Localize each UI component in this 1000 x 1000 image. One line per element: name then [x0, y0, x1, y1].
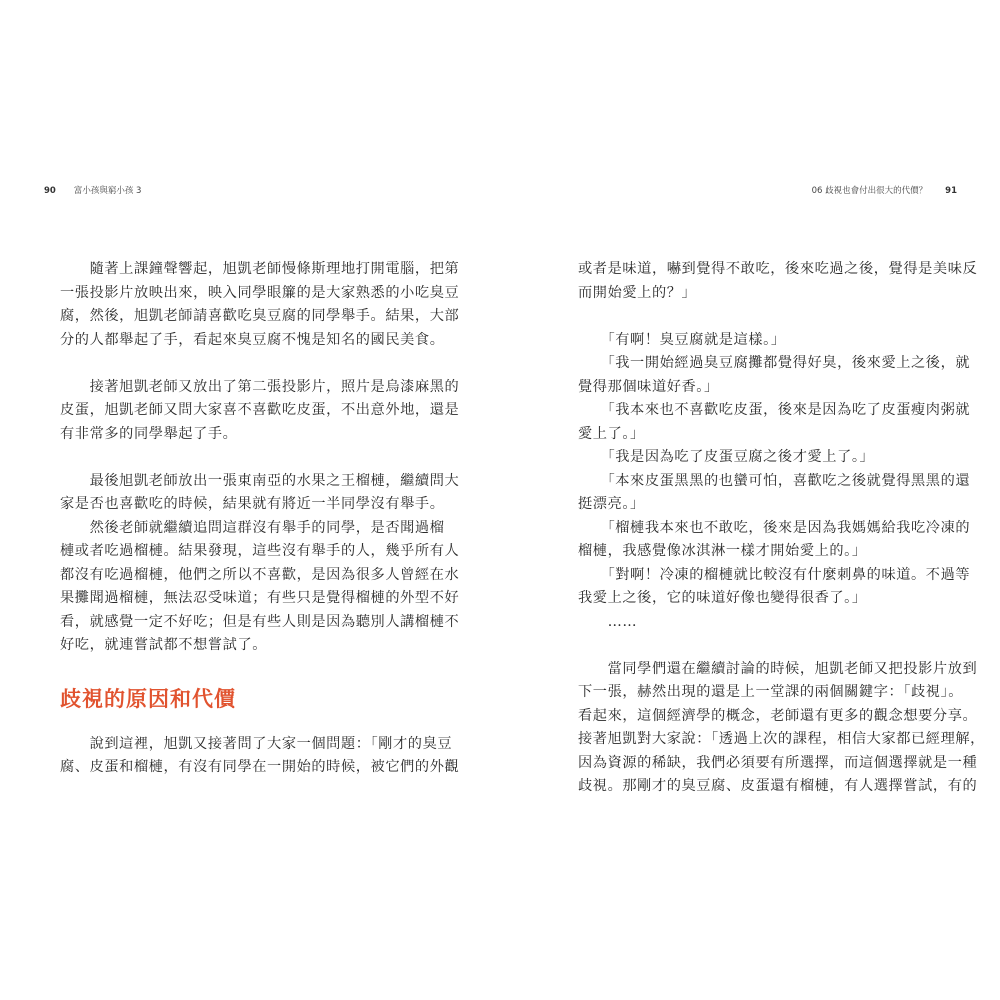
paragraph [60, 376, 460, 447]
text-line: 覺得那個味道好香。」 [578, 378, 719, 395]
section-heading: 歧視的原因和代價 [60, 686, 236, 711]
text-line: 一張投影片放映出來，映入同學眼簾的是大家熟悉的小吃臭豆 [60, 284, 460, 301]
text-line: 挺漂亮。」 [578, 496, 645, 512]
text-line: 然後老師就繼續追問這群沒有舉手的同學，是否聞過榴 [60, 519, 445, 536]
text-line: 「我一開始經過臭豆腐攤都覺得好臭，後來愛上之後，就 [578, 355, 971, 371]
paragraph [60, 733, 460, 780]
text-line: 都沒有吃過榴槤，他們之所以不喜歡，是因為很多人曾經在水 [60, 566, 460, 583]
text-line: 或者是味道，嚇到覺得不敢吃，後來吃過之後，覺得是美味反 [578, 261, 978, 277]
text-line: 看起來，這個經濟學的概念，老師還有更多的觀念想要分享。 [578, 707, 978, 724]
paragraph [578, 258, 978, 305]
text-line: 因為資源的稀缺，我們必須要有所選擇，而這個選擇就是一種 [578, 754, 978, 771]
chapter-title: 06 歧視也會付出很大的代價？ [811, 186, 928, 196]
text-line: 槤或者吃過榴槤。結果發現，這些沒有舉手的人，幾乎所有人 [60, 543, 460, 559]
left-page-number: 90 [44, 186, 56, 196]
text-line: 當同學們還在繼續討論的時候，旭凱老師又把投影片放到 [578, 660, 978, 677]
left-page-header [44, 184, 141, 196]
text-line: 腐，然後，旭凱老師請喜歡吃臭豆腐的同學舉手。結果，大部 [60, 308, 460, 324]
text-line: 榴槤，我感覺像冰淇淋一樣才開始愛上的。」 [578, 543, 867, 559]
text-line: 歧視。那剛才的臭豆腐、皮蛋還有榴槤，有人選擇嘗試，有的 [578, 778, 978, 794]
text-line: 腐、皮蛋和榴槤，有沒有同學在一開始的時候，被它們的外觀 [60, 759, 460, 775]
right-page-body [578, 258, 985, 799]
left-page-body [60, 258, 460, 780]
right-page-header [812, 184, 957, 196]
text-line: 而開始愛上的？」 [578, 284, 697, 301]
paragraph [60, 258, 460, 352]
text-line: 看，就感覺一定不好吃；但是有些人則是因為聽別人講榴槤不 [60, 613, 460, 630]
book-title: 富小孩與窮小孩 3 [73, 186, 142, 196]
text-line: 接著旭凱對大家說：「透過上次的課程，相信大家都已經理解， [578, 731, 985, 747]
text-line: 「有啊！臭豆腐就是這樣。」 [578, 331, 786, 348]
text-line: 好吃，就連嘗試都不想嘗試了。 [60, 637, 268, 653]
dialogue-block [578, 329, 971, 635]
paragraph [578, 658, 985, 799]
text-line: 「榴槤我本來也不敢吃，後來是因為我媽媽給我吃冷凍的 [578, 519, 971, 536]
text-line: 下一張，赫然出現的還是上一堂課的兩個關鍵字：「歧視」。 [578, 684, 964, 700]
text-line: 「對啊！冷凍的榴槤就比較沒有什麼刺鼻的味道。不過等 [578, 566, 971, 583]
text-line: 我愛上之後，它的味道好像也變得很香了。」 [578, 590, 867, 606]
text-line: 愛上了。」 [578, 425, 645, 442]
text-line: 「本來皮蛋黑黑的也蠻可怕，喜歡吃之後就覺得黑黑的還 [578, 472, 971, 489]
text-line: 最後旭凱老師放出一張東南亞的水果之王榴槤，繼續問大 [60, 472, 460, 489]
text-line: 隨著上課鐘聲響起，旭凱老師慢條斯理地打開電腦，把第 [60, 261, 460, 277]
paragraph [60, 470, 460, 517]
text-line: 「我本來也不喜歡吃皮蛋，後來是因為吃了皮蛋瘦肉粥就 [578, 402, 971, 418]
text-line: 分的人都舉起了手，看起來臭豆腐不愧是知名的國民美食。 [60, 331, 445, 348]
text-line: 「我是因為吃了皮蛋豆腐之後才愛上了。」 [578, 449, 875, 465]
text-line: 接著旭凱老師又放出了第二張投影片，照片是烏漆麻黑的 [60, 378, 460, 395]
text-line: 有非常多的同學舉起了手。 [60, 425, 238, 442]
text-line: …… [578, 613, 638, 630]
text-line: 說到這裡，旭凱又接著問了大家一個問題：「剛才的臭豆 [60, 735, 453, 752]
text-line: 皮蛋，旭凱老師又問大家喜不喜歡吃皮蛋，不出意外地，還是 [60, 402, 460, 418]
right-page-number: 91 [945, 186, 957, 196]
text-line: 家是否也喜歡吃的時候，結果就有將近一半同學沒有舉手。 [60, 496, 445, 512]
text-line: 果攤聞過榴槤，無法忍受味道；有些只是覺得榴槤的外型不好 [60, 590, 460, 606]
paragraph [60, 517, 460, 658]
